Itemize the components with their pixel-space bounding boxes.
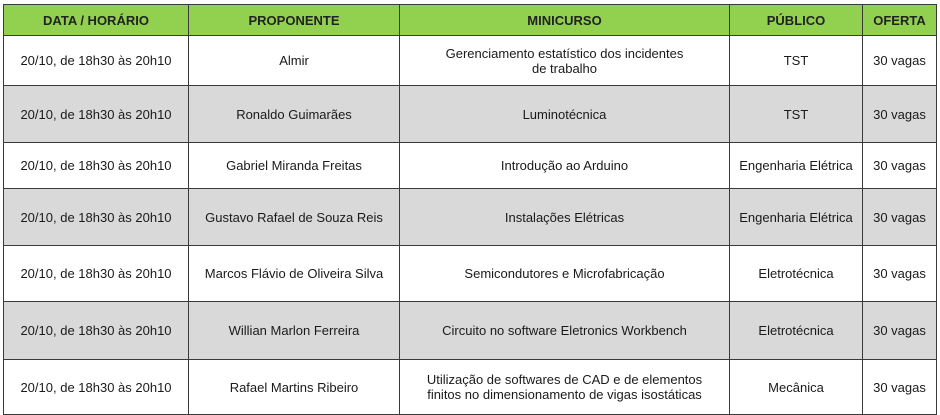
cell-offer: 30 vagas — [863, 36, 937, 86]
cell-date: 20/10, de 18h30 às 20h10 — [4, 302, 189, 360]
table-row — [4, 86, 937, 143]
cell-audience: TST — [730, 86, 863, 143]
cell-audience: Mecânica — [730, 360, 863, 415]
course-text: Circuito no software Eletronics Workbench — [442, 323, 687, 338]
cell-date: 20/10, de 18h30 às 20h10 — [4, 143, 189, 189]
cell-proponent: Ronaldo Guimarães — [189, 86, 400, 143]
header-date-time: DATA / HORÁRIO — [4, 5, 189, 36]
table-header-row — [4, 5, 937, 36]
cell-audience: Engenharia Elétrica — [730, 189, 863, 246]
course-text: Introdução ao Arduino — [500, 158, 629, 173]
cell-offer: 30 vagas — [863, 143, 937, 189]
cell-date: 20/10, de 18h30 às 20h10 — [4, 360, 189, 415]
table-row — [4, 246, 937, 302]
table-row — [4, 360, 937, 415]
cell-proponent: Gustavo Rafael de Souza Reis — [189, 189, 400, 246]
cell-audience: Eletrotécnica — [730, 302, 863, 360]
cell-offer: 30 vagas — [863, 189, 937, 246]
course-text: Gerenciamento estatístico dos incidentes de trabalho — [445, 45, 684, 76]
cell-date: 20/10, de 18h30 às 20h10 — [4, 246, 189, 302]
header-minicourse: MINICURSO — [400, 5, 730, 36]
cell-audience: TST — [730, 36, 863, 86]
table-row — [4, 36, 937, 86]
course-text: Luminotécnica — [522, 106, 607, 122]
header-audience: PÚBLICO — [730, 5, 863, 36]
header-offer: OFERTA — [863, 5, 937, 36]
table-row — [4, 143, 937, 189]
cell-date: 20/10, de 18h30 às 20h10 — [4, 189, 189, 246]
cell-offer: 30 vagas — [863, 360, 937, 415]
cell-offer: 30 vagas — [863, 246, 937, 302]
cell-audience: Eletrotécnica — [730, 246, 863, 302]
table-row — [4, 302, 937, 360]
cell-course — [400, 302, 730, 360]
course-text: Utilização de softwares de CAD e de elementos finitos no dimensionamento de vigas isostáticas — [426, 372, 703, 402]
cell-proponent: Marcos Flávio de Oliveira Silva — [189, 246, 400, 302]
table-row — [4, 189, 937, 246]
cell-course — [400, 189, 730, 246]
cell-offer: 30 vagas — [863, 86, 937, 143]
cell-proponent: Gabriel Miranda Freitas — [189, 143, 400, 189]
course-text: Semicondutores e Microfabricação — [464, 266, 665, 281]
cell-proponent: Willian Marlon Ferreira — [189, 302, 400, 360]
cell-course — [400, 36, 730, 86]
header-proponent: PROPONENTE — [189, 5, 400, 36]
minicourse-schedule-table — [3, 4, 937, 415]
cell-course — [400, 143, 730, 189]
cell-proponent: Rafael Martins Ribeiro — [189, 360, 400, 415]
cell-date: 20/10, de 18h30 às 20h10 — [4, 86, 189, 143]
cell-course — [400, 246, 730, 302]
cell-offer: 30 vagas — [863, 302, 937, 360]
course-text: Instalações Elétricas — [504, 209, 625, 225]
cell-date: 20/10, de 18h30 às 20h10 — [4, 36, 189, 86]
cell-course — [400, 86, 730, 143]
cell-audience: Engenharia Elétrica — [730, 143, 863, 189]
cell-course — [400, 360, 730, 415]
cell-proponent: Almir — [189, 36, 400, 86]
